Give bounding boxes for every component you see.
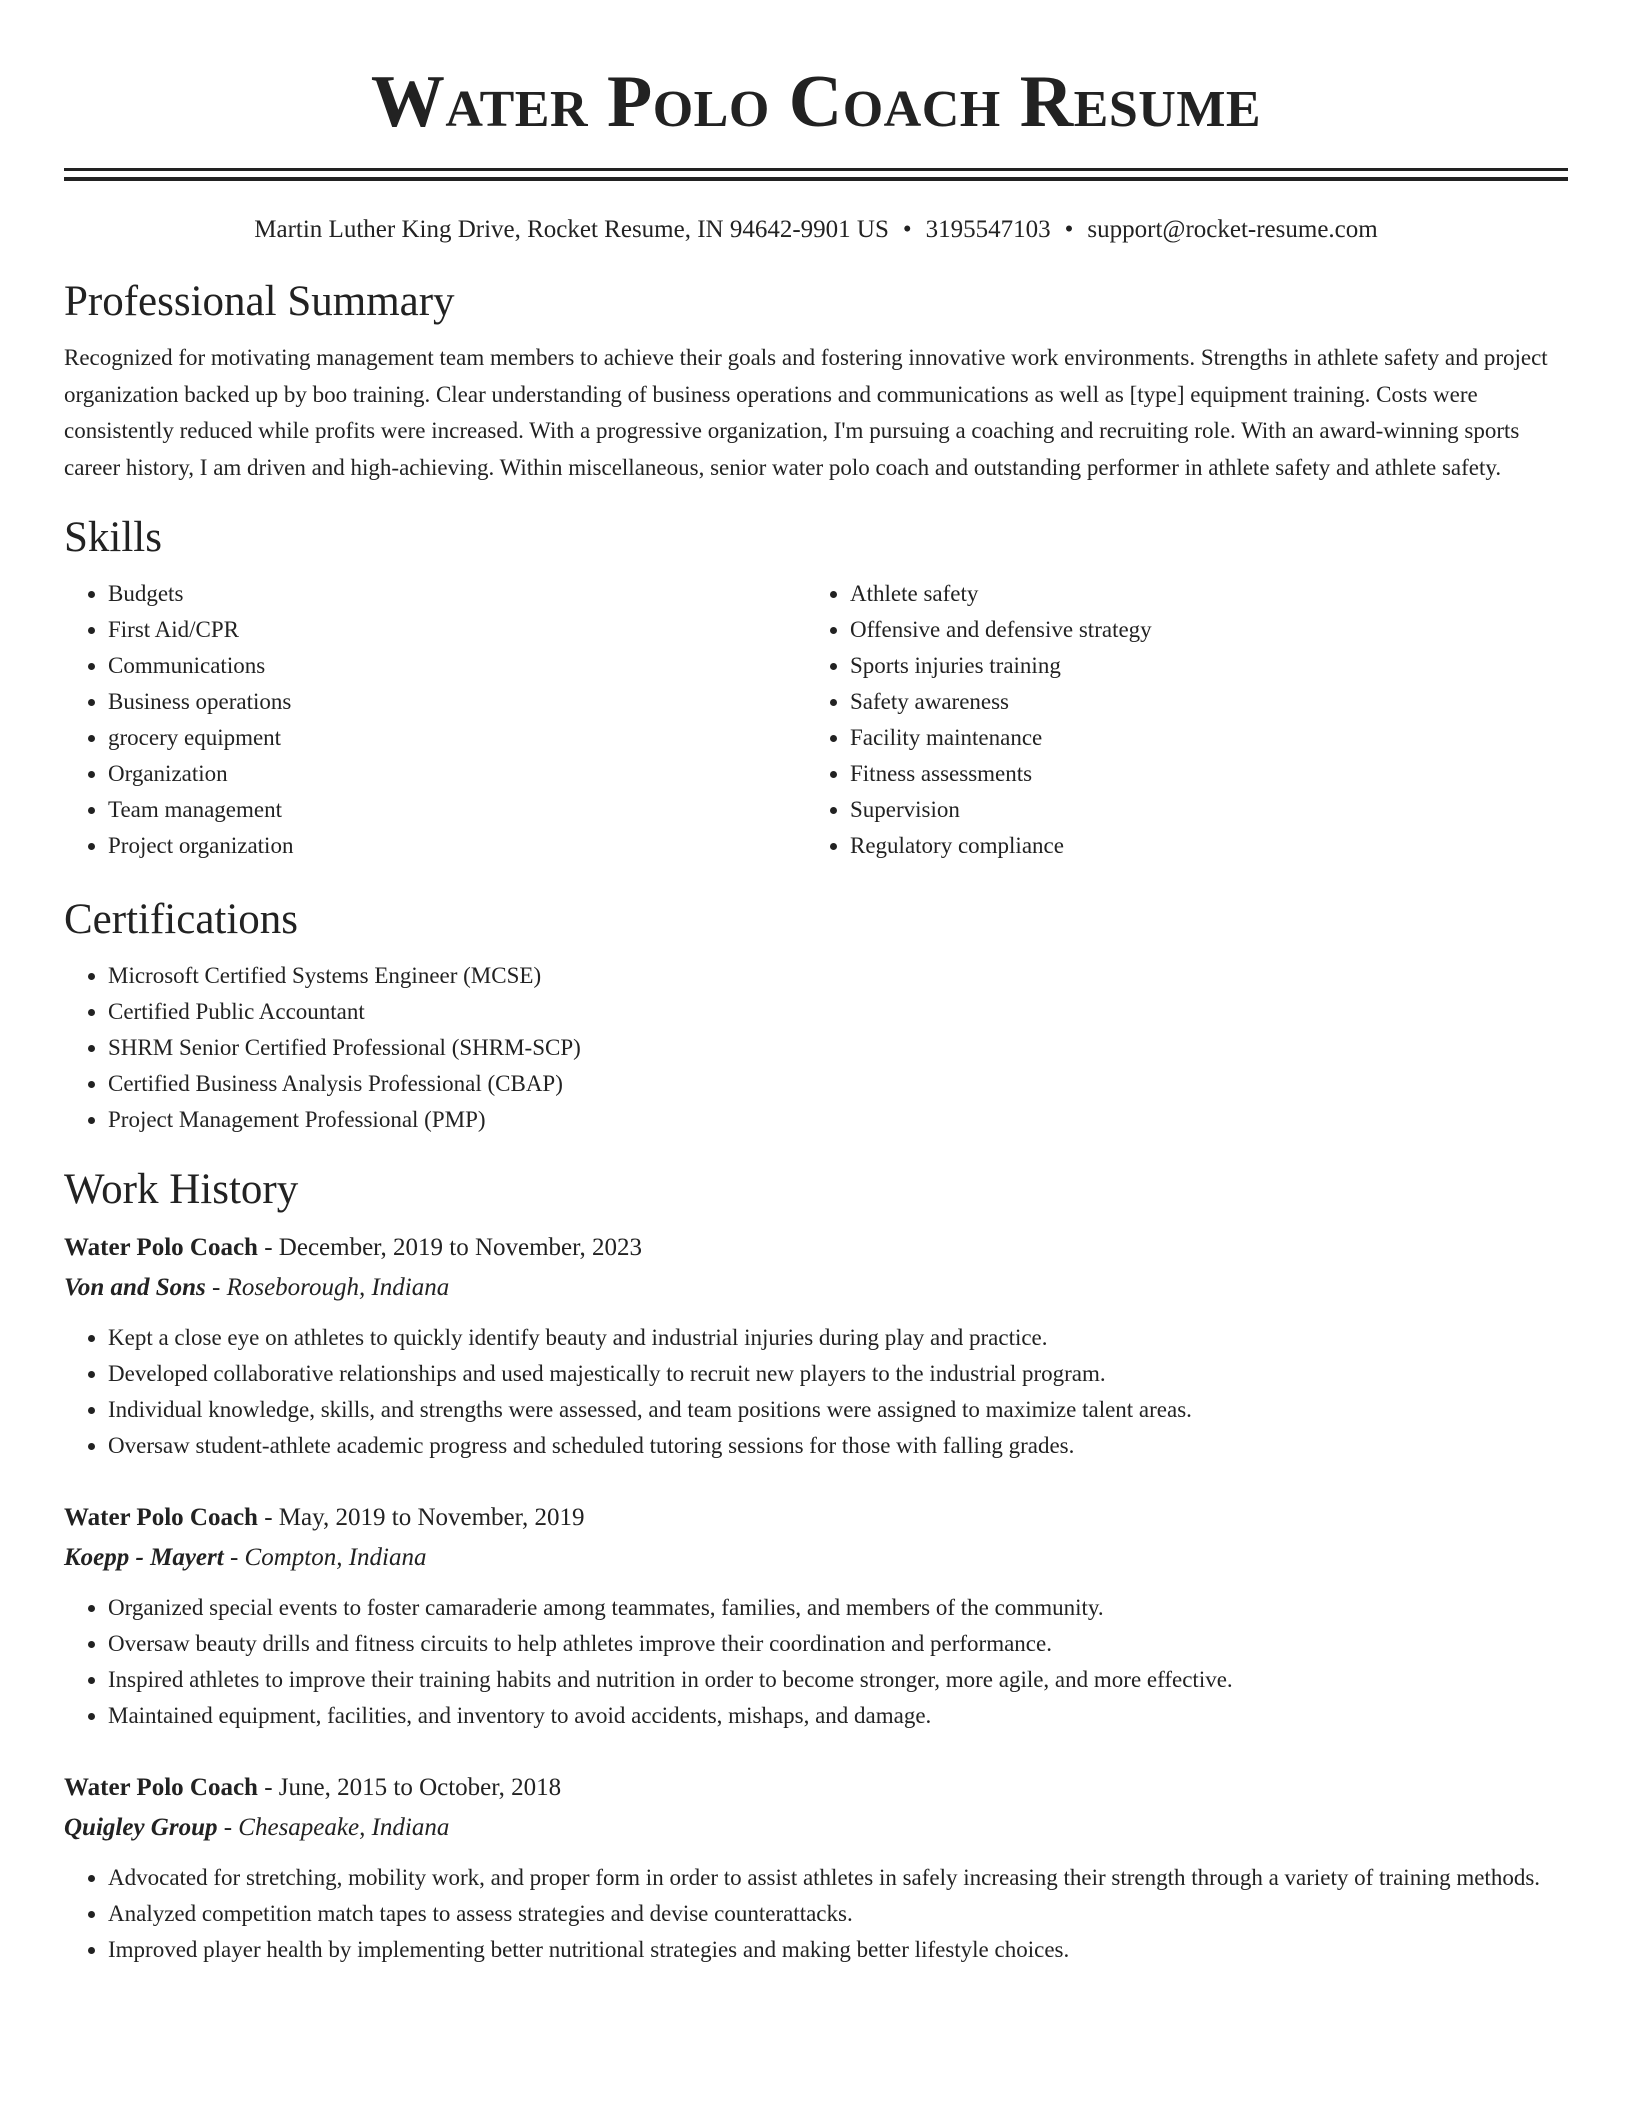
job-bullet: • Organized special events to foster camaraderie among teammates, families, and members of the community. xyxy=(108,1590,1568,1626)
skill-item: • Regulatory compliance xyxy=(850,828,1548,864)
skills-list-left xyxy=(64,576,806,864)
job-title: Water Polo Coach xyxy=(64,1774,258,1801)
job-bullet: • Maintained equipment, facilities, and inventory to avoid accidents, mishaps, and damage. xyxy=(108,1698,1568,1734)
job-location: - Compton, Indiana xyxy=(223,1544,427,1571)
job-bullet: • Developed collaborative relationships and used majestically to recruit new players to the industrial program. xyxy=(108,1356,1568,1392)
skills-heading: Skills xyxy=(64,514,162,561)
skill-item: • Business operations xyxy=(108,684,806,720)
job-bullets xyxy=(64,1860,1568,1968)
job-bullet: • Kept a close eye on athletes to quickly identify beauty and industrial injuries during play and practice. xyxy=(108,1320,1568,1356)
certification-item: • Microsoft Certified Systems Engineer (MCSE) xyxy=(108,958,1568,994)
job-dates: - December, 2019 to November, 2023 xyxy=(257,1234,642,1261)
contact-separator: • xyxy=(1064,216,1074,243)
job-bullet: • Advocated for stretching, mobility work, and proper form in order to assist athletes in safely increasing their strength through a variety of training methods. xyxy=(108,1860,1568,1896)
job-bullets xyxy=(64,1320,1568,1464)
skill-item: • Budgets xyxy=(108,576,806,612)
job-entry xyxy=(64,1228,1568,1464)
page-title: Water Polo Coach Resume xyxy=(370,61,1262,143)
job-bullet: • Improved player health by implementing better nutritional strategies and making better lifestyle choices. xyxy=(108,1932,1568,1968)
job-title-line xyxy=(64,1228,1568,1268)
job-company: Von and Sons xyxy=(64,1274,206,1301)
contact-line xyxy=(64,214,1568,246)
job-company: Quigley Group xyxy=(64,1814,218,1841)
contact-address: Martin Luther King Drive, Rocket Resume, IN 94642-9901 US xyxy=(254,216,889,243)
skills-list-right xyxy=(806,576,1548,864)
skills-column-right xyxy=(806,576,1548,864)
skill-item: • Facility maintenance xyxy=(850,720,1548,756)
certification-item: • Certified Public Accountant xyxy=(108,994,1568,1030)
skill-item: • Offensive and defensive strategy xyxy=(850,612,1548,648)
title-divider-bottom xyxy=(64,177,1568,181)
job-entry xyxy=(64,1498,1568,1734)
summary-heading: Professional Summary xyxy=(64,278,455,325)
certification-item: • SHRM Senior Certified Professional (SHRM-SCP) xyxy=(108,1030,1568,1066)
job-company-line xyxy=(64,1538,1568,1578)
skill-item: • Team management xyxy=(108,792,806,828)
job-dates: - May, 2019 to November, 2019 xyxy=(257,1504,585,1531)
work-history-heading: Work History xyxy=(64,1166,299,1213)
job-company: Koepp - Mayert xyxy=(64,1544,224,1571)
skill-item: • Fitness assessments xyxy=(850,756,1548,792)
job-title: Water Polo Coach xyxy=(64,1234,258,1261)
skills-columns xyxy=(64,576,1568,864)
certification-item: • Certified Business Analysis Professional (CBAP) xyxy=(108,1066,1568,1102)
skill-item: • Organization xyxy=(108,756,806,792)
title-divider-top xyxy=(64,168,1568,171)
job-location: - Chesapeake, Indiana xyxy=(217,1814,450,1841)
skill-item: • Supervision xyxy=(850,792,1548,828)
job-bullet: • Individual knowledge, skills, and strengths were assessed, and team positions were assigned to maximize talent areas. xyxy=(108,1392,1568,1428)
skill-item: • Safety awareness xyxy=(850,684,1548,720)
contact-separator: • xyxy=(902,216,912,243)
job-dates: - June, 2015 to October, 2018 xyxy=(257,1774,562,1801)
skill-item: • Project organization xyxy=(108,828,806,864)
certifications-list xyxy=(64,958,1568,1138)
contact-phone: 3195547103 xyxy=(925,216,1051,243)
job-bullet: • Oversaw student-athlete academic progress and scheduled tutoring sessions for those with falling grades. xyxy=(108,1428,1568,1464)
skills-column-left xyxy=(64,576,806,864)
job-company-line xyxy=(64,1808,1568,1848)
certification-item: • Project Management Professional (PMP) xyxy=(108,1102,1568,1138)
skill-item: • Sports injuries training xyxy=(850,648,1548,684)
contact-email[interactable]: support@rocket-resume.com xyxy=(1087,216,1378,243)
job-bullets xyxy=(64,1590,1568,1734)
job-title-line xyxy=(64,1498,1568,1538)
job-bullet: • Oversaw beauty drills and fitness circuits to help athletes improve their coordination and performance. xyxy=(108,1626,1568,1662)
skill-item: • Communications xyxy=(108,648,806,684)
resume-page xyxy=(64,0,1568,1968)
summary-text: Recognized for motivating management team members to achieve their goals and fostering innovative work environments. Strengths in athlete safety and project organization backed up by boo training. Clear understanding of business operations and communications as well as [type] equipment training. Costs were consistently reduced while profits were increased. With a progressive organization, I'm pursuing a coaching and recruiting role. With an award-winning sports career history, I am driven and high-achieving. Within miscellaneous, senior water polo coach and outstanding performer in athlete safety and athlete safety. xyxy=(64,345,1548,480)
skill-item: • grocery equipment xyxy=(108,720,806,756)
job-bullet: • Inspired athletes to improve their training habits and nutrition in order to become stronger, more agile, and more effective. xyxy=(108,1662,1568,1698)
job-title-line xyxy=(64,1768,1568,1808)
job-location: - Roseborough, Indiana xyxy=(205,1274,450,1301)
skill-item: • Athlete safety xyxy=(850,576,1548,612)
certifications-heading: Certifications xyxy=(64,896,299,943)
job-title: Water Polo Coach xyxy=(64,1504,258,1531)
job-entry xyxy=(64,1768,1568,1968)
skill-item: • First Aid/CPR xyxy=(108,612,806,648)
job-bullet: • Analyzed competition match tapes to assess strategies and devise counterattacks. xyxy=(108,1896,1568,1932)
job-company-line xyxy=(64,1268,1568,1308)
